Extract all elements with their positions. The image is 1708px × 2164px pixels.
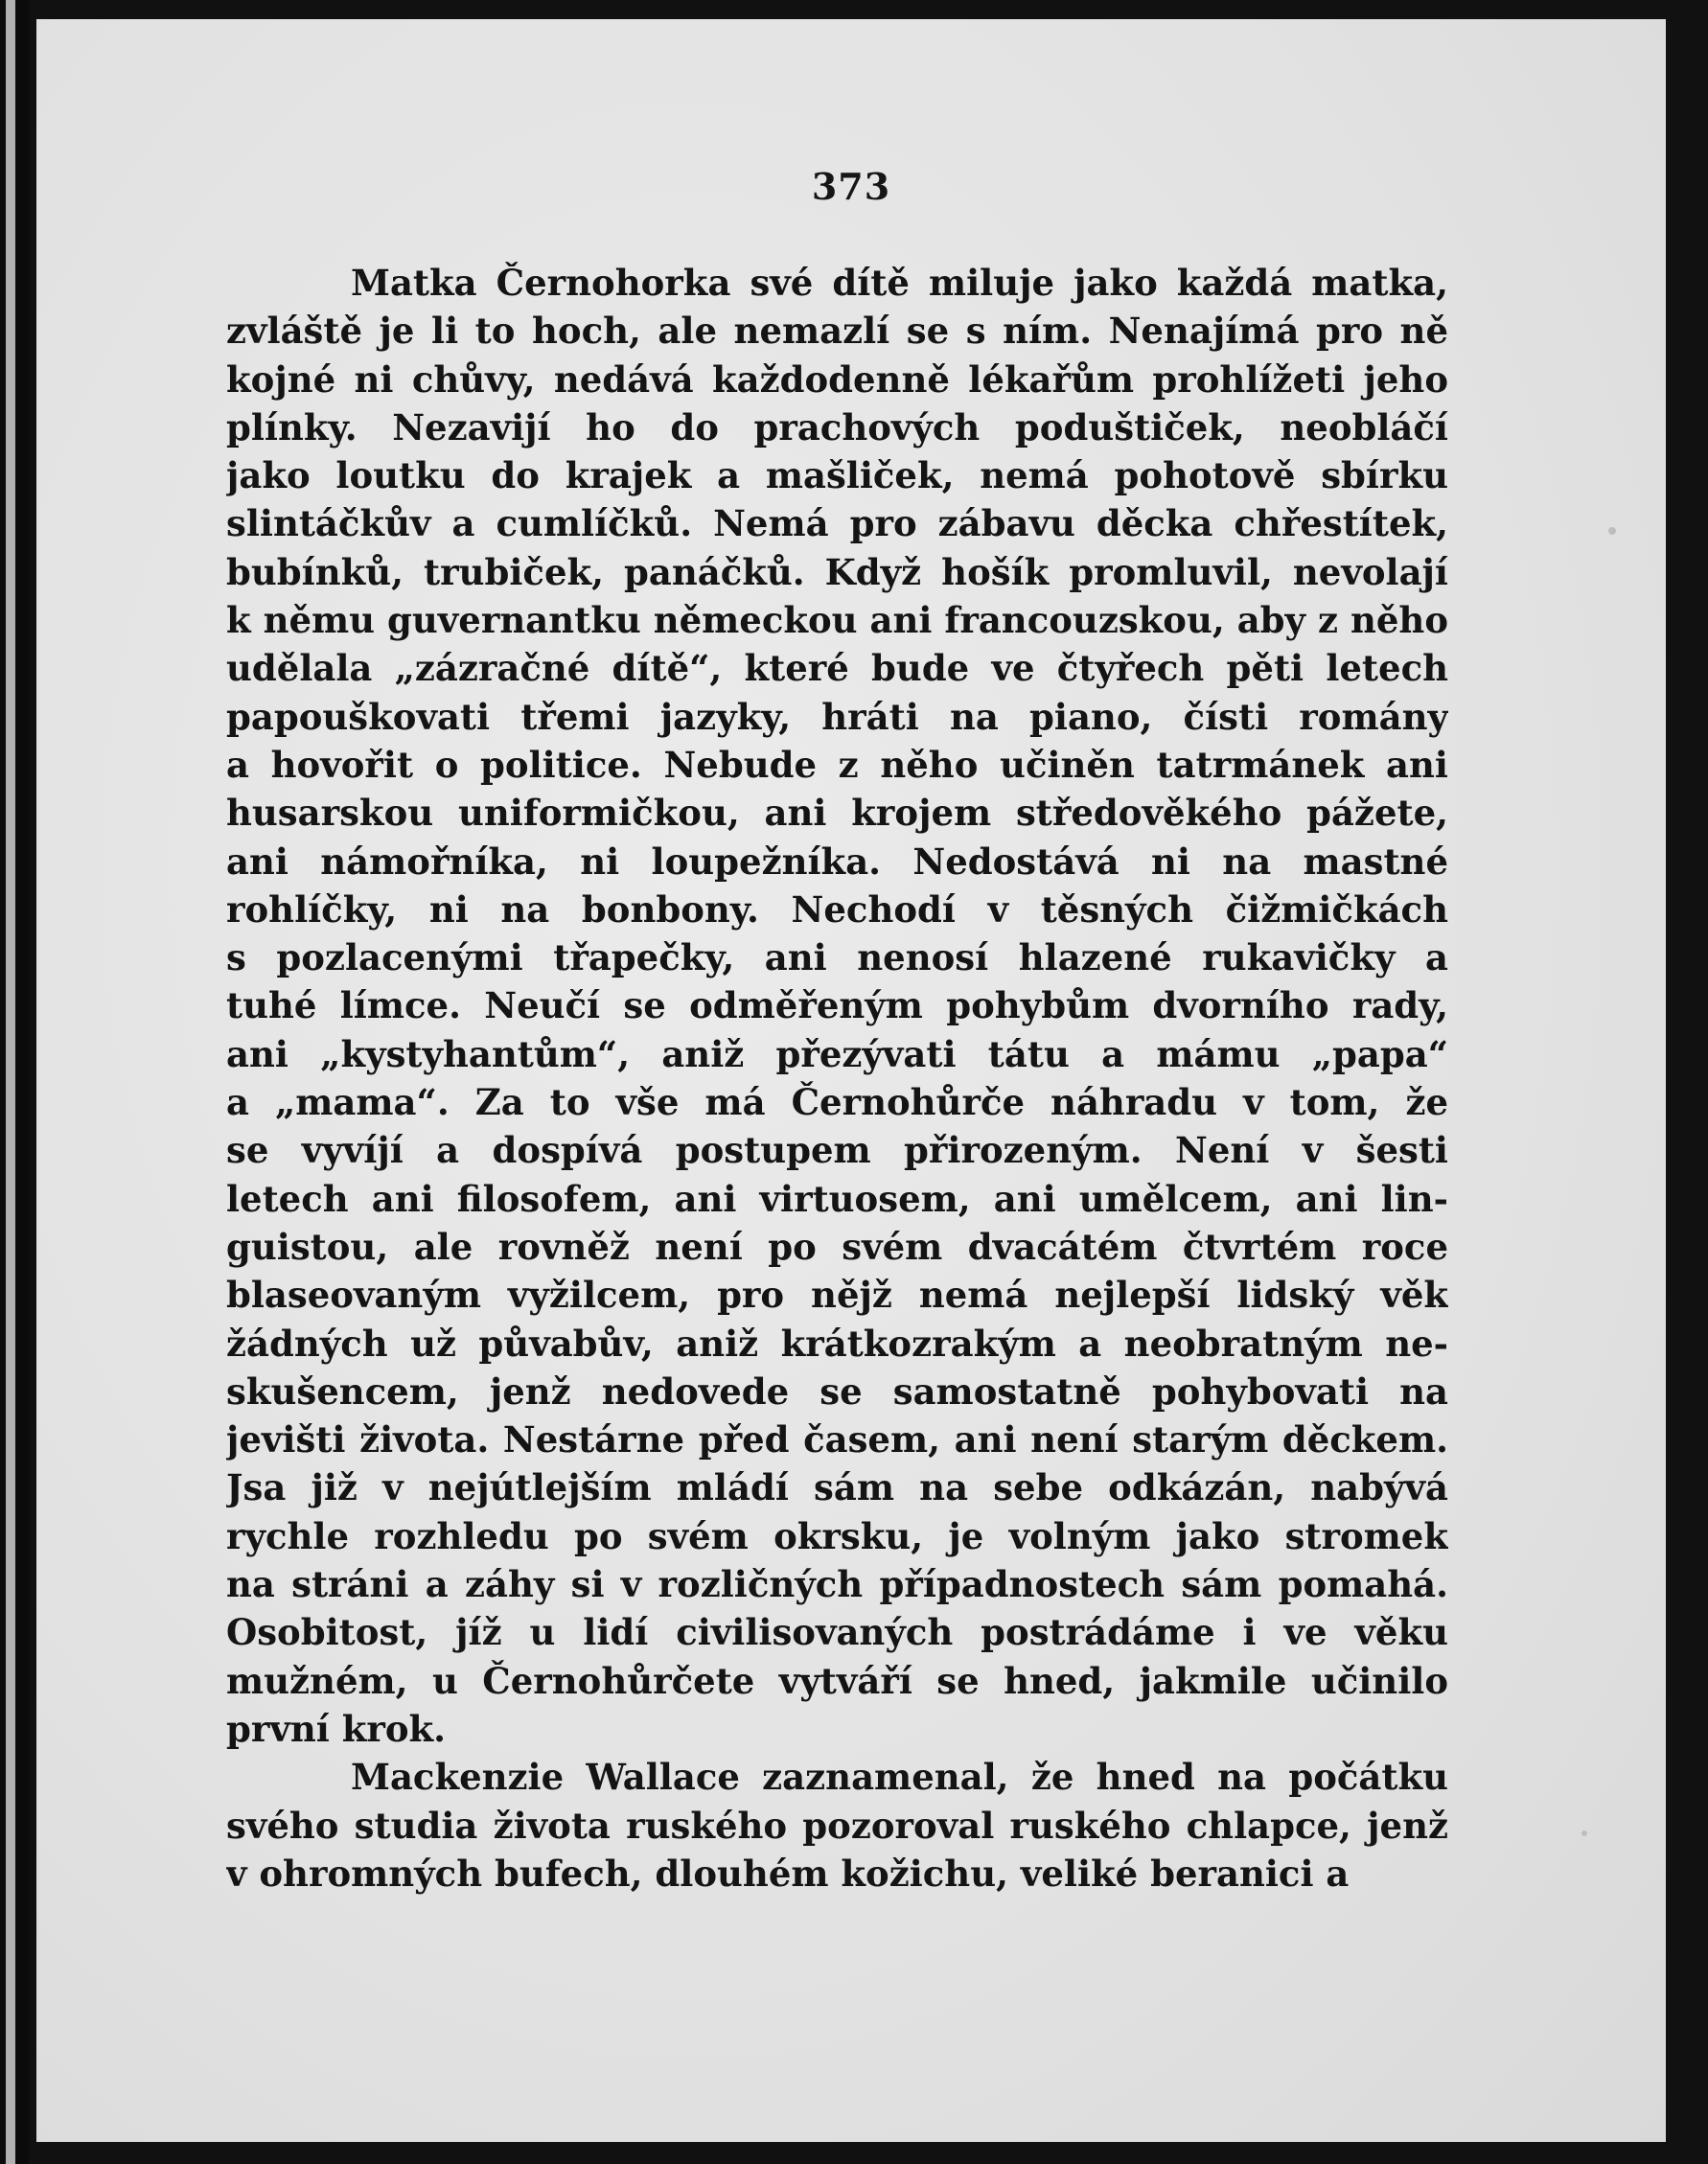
adjacent-page-strip: [6, 0, 15, 2164]
text-line: rohlíčky, ni na bonbony. Nechodí v těsných čižmičkách: [226, 887, 1448, 931]
text-line: Osobitost, jíž u lidí civilisovaných postrádáme i ve věku: [226, 1611, 1448, 1654]
text-line: a „mama“. Za to vše má Černohůrče náhradu v tom, že: [226, 1081, 1448, 1124]
text-line: jevišti života. Nestárne před časem, ani není starým děckem.: [226, 1418, 1448, 1462]
text-line: a hovořit o politice. Nebude z něho učiněn tatrmánek ani: [226, 743, 1448, 786]
page-number: 373: [811, 165, 891, 208]
text-line: Mackenzie Wallace zaznamenal, že hned na počátku: [351, 1756, 1448, 1799]
text-line: v ohromných bufech, dlouhém kožichu, veliké beranici a: [226, 1852, 1350, 1895]
text-line: Matka Černohorka své dítě miluje jako každá matka,: [351, 262, 1448, 304]
text-line: bubínků, trubiček, panáčků. Když hošík promluvil, nevolají: [226, 550, 1448, 593]
text-line: žádných už půvabův, aniž krátkozrakým a neobratným ne-: [226, 1322, 1448, 1365]
text-line: zvláště je li to hoch, ale nemazlí se s ním. Nenajímá pro ně: [226, 310, 1448, 353]
binding-edge: [0, 0, 29, 2164]
text-line: husarskou uniformičkou, ani krojem středověkého pážete,: [226, 792, 1448, 835]
text-line: guistou, ale rovněž není po svém dvacátém čtvrtém roce: [226, 1225, 1448, 1268]
paper-speck: [1581, 1830, 1587, 1836]
text-line: první krok.: [226, 1707, 447, 1750]
text-line: slintáčkův a cumlíčků. Nemá pro zábavu děcka chřestítek,: [226, 502, 1448, 545]
text-line: Jsa již v nejútlejším mládí sám na sebe odkázán, nabývá: [226, 1466, 1448, 1509]
text-line: ani námořníka, ni loupežníka. Nedostává ni na mastné: [226, 840, 1448, 883]
text-line: s pozlacenými třapečky, ani nenosí hlazené rukavičky a: [226, 936, 1448, 979]
text-line: skušencem, jenž nedovede se samostatně pohybovati na: [226, 1370, 1448, 1413]
text-line: se vyvíjí a dospívá postupem přirozeným. Není v šesti: [226, 1129, 1448, 1172]
text-line: mužném, u Černohůrčete vytváří se hned, jakmile učinilo: [226, 1659, 1448, 1702]
book-page: [36, 19, 1666, 2142]
text-line: ani „kystyhantům“, aniž přezývati tátu a mámu „papa“: [226, 1032, 1448, 1075]
body-text: [226, 259, 1448, 1898]
text-line: plínky. Nezavijí ho do prachových poduštiček, neobláčí: [226, 405, 1448, 449]
text-line: svého studia života ruského pozoroval ruského chlapce, jenž: [226, 1804, 1448, 1847]
paper-speck: [1608, 527, 1616, 535]
text-line: rychle rozhledu po svém okrsku, je volným jako stromek: [226, 1514, 1448, 1557]
paragraph: [226, 1753, 1448, 1898]
text-line: tuhé límce. Neučí se odměřeným pohybům dvorního rady,: [226, 984, 1448, 1027]
text-line: papouškovati třemi jazyky, hráti na piano, čísti romány: [226, 695, 1448, 738]
paragraph: [226, 259, 1448, 1753]
text-line: na stráni a záhy si v rozličných případnostech sám pomahá.: [226, 1563, 1448, 1606]
text-line: jako loutku do krajek a mašliček, nemá pohotově sbírku: [226, 454, 1448, 497]
text-line: udělala „zázračné dítě“, které bude ve čtyřech pěti letech: [226, 647, 1448, 690]
text-line: blaseovaným vyžilcem, pro nějž nemá nejlepší lidský věk: [226, 1274, 1448, 1317]
text-line: letech ani filosofem, ani virtuosem, ani umělcem, ani lin-: [226, 1177, 1448, 1220]
text-line: k němu guvernantku německou ani francouzskou, aby z něho: [226, 599, 1448, 642]
text-line: kojné ni chůvy, nedává každodenně lékařům prohlížeti jeho: [226, 357, 1448, 401]
